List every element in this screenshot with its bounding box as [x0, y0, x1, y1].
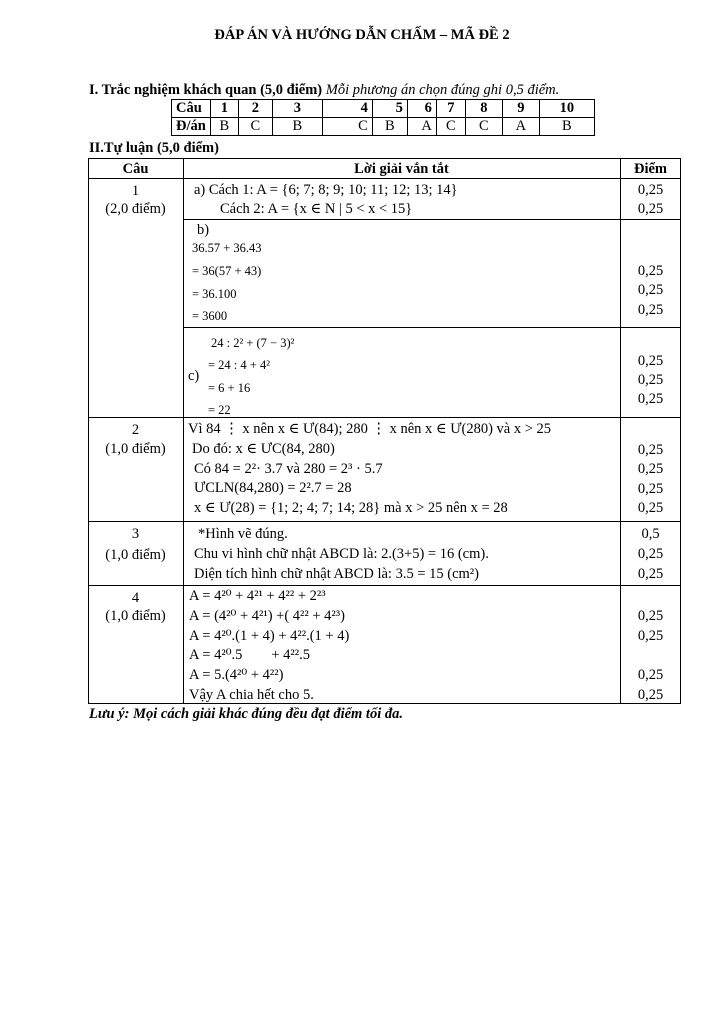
solution-line: = 36.100 — [192, 287, 237, 301]
solution-line: c) — [188, 368, 200, 384]
score-value: 0,25 — [637, 201, 664, 217]
row-label-question: Câu — [172, 100, 211, 118]
score-value: 0,25 — [637, 687, 664, 703]
answer-letter: B — [372, 118, 407, 136]
section1-heading: I. Trắc nghiệm khách quan (5,0 điểm) — [89, 82, 323, 98]
question-number: 2 — [131, 422, 140, 438]
score-value: 0,25 — [637, 353, 664, 369]
question-points: (1,0 điểm) — [105, 547, 166, 563]
score-value: 0,25 — [637, 182, 664, 198]
answer-letter: B — [539, 118, 594, 136]
row-divider — [88, 521, 681, 522]
score-value: 0,25 — [637, 500, 664, 516]
row-divider — [183, 327, 681, 328]
question-number: 1 — [131, 183, 140, 199]
section1-instruction: Mỗi phương án chọn đúng ghi 0,5 điểm. — [325, 82, 560, 98]
solution-line: Vậy A chia hết cho 5. — [189, 687, 314, 703]
solution-line: 24 : 2² + (7 − 3)² — [211, 336, 295, 350]
footnote: Lưu ý: Mọi cách giải khác đúng đều đạt điểm tối đa. — [89, 706, 403, 722]
score-value: 0,25 — [637, 263, 664, 279]
solution-line: A = (4²⁰ + 4²¹) +( 4²² + 4²³) — [189, 608, 345, 624]
solution-line: Diện tích hình chữ nhật ABCD là: 3.5 = 15 (cm²) — [194, 566, 479, 582]
solution-line: a) Cách 1: A = {6; 7; 8; 9; 10; 11; 12; 13; 14} — [194, 182, 458, 198]
section2-heading: II.Tự luận (5,0 điểm) — [89, 140, 219, 156]
question-points: (2,0 điểm) — [105, 201, 166, 217]
solution-line: x ∈ Ư(28) = {1; 2; 4; 7; 14; 28} mà x > 25 nên x = 28 — [194, 500, 508, 516]
score-value: 0,25 — [637, 391, 664, 407]
question-number: 10 — [539, 100, 594, 118]
solution-line: A = 5.(4²⁰ + 4²²) — [189, 667, 284, 683]
score-value: 0,5 — [641, 526, 660, 542]
section1-heading-line — [89, 82, 559, 99]
solution-line: A = 4²⁰ + 4²¹ + 4²² + 2²³ — [189, 588, 326, 604]
solution-line: Chu vi hình chữ nhật ABCD là: 2.(3+5) = 16 (cm). — [194, 546, 489, 562]
column-divider — [183, 158, 184, 704]
solution-line: Do đó: x ∈ ƯC(84, 280) — [192, 441, 335, 457]
row-divider — [88, 178, 681, 179]
row-divider — [183, 219, 681, 220]
solution-line: = 3600 — [192, 309, 228, 323]
score-value: 0,25 — [637, 442, 664, 458]
column-header-score: Điểm — [633, 161, 667, 177]
answer-letter: B — [272, 118, 322, 136]
score-value: 0,25 — [637, 282, 664, 298]
solution-line: *Hình vẽ đúng. — [198, 526, 288, 542]
question-points: (1,0 điểm) — [105, 608, 166, 624]
score-value: 0,25 — [637, 302, 664, 318]
score-value: 0,25 — [637, 608, 664, 624]
solution-line: = 24 : 4 + 4² — [208, 358, 270, 372]
answer-letter: C — [238, 118, 272, 136]
solution-line: Cách 2: A = {x ∈ N | 5 < x < 15} — [220, 201, 413, 217]
answer-letter: C — [465, 118, 502, 136]
score-value: 0,25 — [637, 461, 664, 477]
row-divider — [88, 585, 681, 586]
answer-key-question-row — [172, 100, 595, 118]
question-number: 6 — [407, 100, 436, 118]
score-value: 0,25 — [637, 546, 664, 562]
question-number: 4 — [131, 590, 140, 606]
answer-key-table — [171, 99, 595, 136]
score-value: 0,25 — [637, 628, 664, 644]
solution-line: A = 4²⁰.(1 + 4) + 4²².(1 + 4) — [189, 628, 350, 644]
score-value: 0,25 — [637, 667, 664, 683]
question-number: 3 — [272, 100, 322, 118]
answer-key-answer-row — [172, 118, 595, 136]
solution-line: Có 84 = 2²· 3.7 và 280 = 2³ · 5.7 — [194, 461, 383, 477]
solution-line: 36.57 + 36.43 — [192, 241, 262, 255]
row-divider — [88, 417, 681, 418]
solution-line: = 6 + 16 — [208, 381, 251, 395]
score-value: 0,25 — [637, 566, 664, 582]
row-label-answer: Đ/án — [172, 118, 211, 136]
solution-line: = 36(57 + 43) — [192, 264, 262, 278]
answer-letter: C — [322, 118, 372, 136]
question-number: 9 — [502, 100, 539, 118]
answer-letter: B — [210, 118, 238, 136]
solution-line: ƯCLN(84,280) = 2².7 = 28 — [194, 480, 352, 496]
question-points: (1,0 điểm) — [105, 441, 166, 457]
question-number: 1 — [210, 100, 238, 118]
question-number: 8 — [465, 100, 502, 118]
score-value: 0,25 — [637, 372, 664, 388]
question-number: 2 — [238, 100, 272, 118]
question-number: 7 — [436, 100, 465, 118]
answer-letter: C — [436, 118, 465, 136]
answer-letter: A — [407, 118, 436, 136]
column-header-solution: Lời giải vắn tắt — [354, 161, 449, 177]
question-number: 3 — [131, 526, 140, 542]
score-value: 0,25 — [637, 481, 664, 497]
column-header-question: Câu — [122, 161, 149, 177]
page-title: ĐÁP ÁN VÀ HƯỚNG DẪN CHẤM – MÃ ĐỀ 2 — [214, 27, 510, 43]
solution-line: b) — [197, 222, 210, 238]
solution-line: = 22 — [208, 403, 231, 417]
answer-letter: A — [502, 118, 539, 136]
solution-line: A = 4²⁰.5 + 4²².5 — [189, 647, 311, 663]
question-number: 4 — [322, 100, 372, 118]
question-number: 5 — [372, 100, 407, 118]
solution-line: Vì 84 ⋮ x nên x ∈ Ư(84); 280 ⋮ x nên x ∈ Ư(280) và x > 25 — [188, 421, 552, 437]
